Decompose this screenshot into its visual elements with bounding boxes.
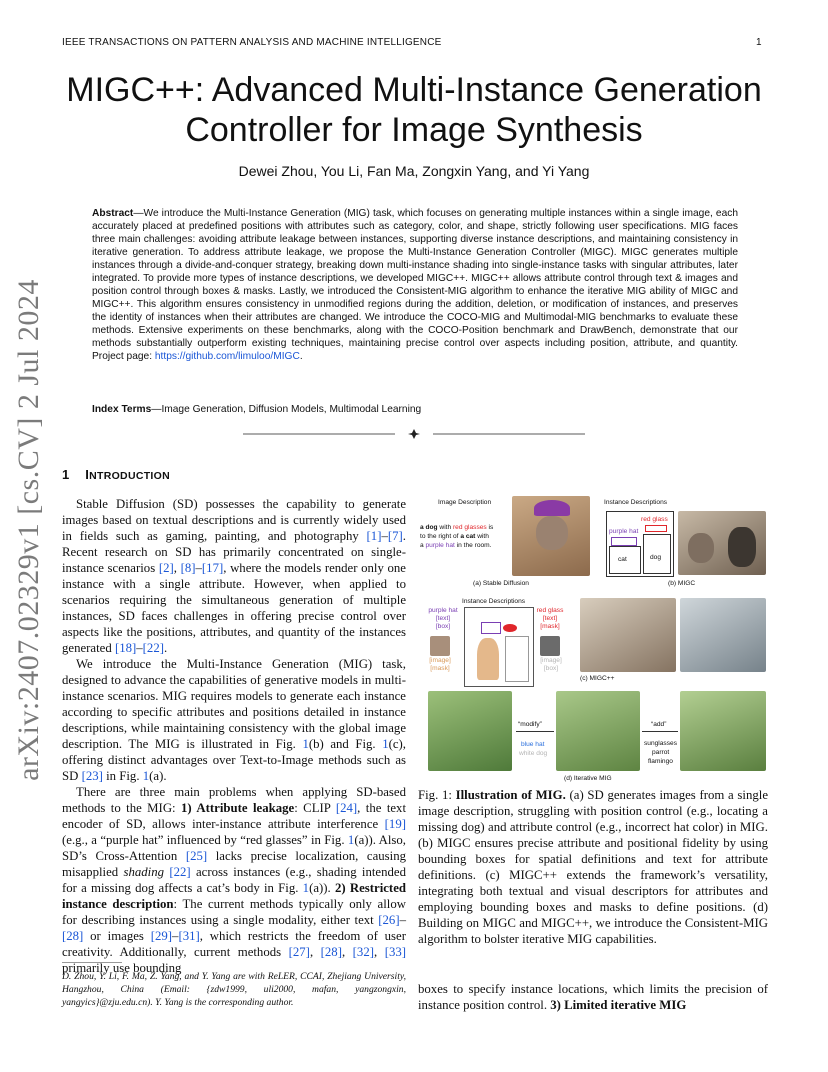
abstract-text: —We introduce the Multi-Instance Generation (MIG) task, which focuses on generating multiple instances within a single image, each accurately placed at predefined positions with attributes such as category, color, and shape, strictly following user specifications. MIG faces three main challenges: avoiding attribute leakage between instances, supporting diverse instance descriptions, and maintaining consistency in iterative generation. To address attribute leakage, we propose the Multi-Instance Generation Controller (MIGC). MIGC generates multiple instances through a divide-and-conquer strategy, breaking down multi-instance shading into single-instance tasks with singular attributes, later integrated. To provide more types of instance descriptions, we developed MIGC++. MIGC++ allows attribute control through text & images and position control through boxes & masks. Lastly, we introduced the Consistent-MIG algorithm to enhance the iterative MIG ability of MIGC and MIGC++. This algorithm ensures consistency in unmodified regions during the addition, deletion, or modification of instances, and preserves the identity of instances when their attributes are changed. We introduce the COCO-MIG and Multimodal-MIG benchmarks to evaluate these methods. Extensive experiments on these benchmarks, along with the COCO-Position benchmark and DrawBench, demonstrate that our methods substantially outperform existing techniques, maintaining precise control over aspects including position, attribute, and quantity. Project page: [92,208,738,362]
text: There are three main problems when applying SD-based methods to the MIG: [62,785,406,815]
cat-icon [536,516,568,550]
arrow-modify [516,731,554,732]
mask-red-glass-c [503,624,517,632]
caption-bold: Illustration of MIG. [455,788,566,802]
figure-1 [418,494,768,786]
citation[interactable]: [19] [384,817,406,831]
label-dog: dog [650,554,662,561]
text: We introduce the Multi-Instance Generation (MIG) task, designed to advance the capabilities of generative models in multi-instance scenarios. MIG requires models to generate each instance according to specific attributes and positions detailed in instance descriptions, while maintaining consistency with the global image description. The MIG is illustrated in Fig. [62,657,406,751]
italic-term: shading [123,865,165,879]
box-red-glass [645,525,667,532]
hat-icon [534,500,570,516]
iterative-image-3 [680,691,766,771]
text: – [136,641,143,655]
footnote: D. Zhou, Y. Li, F. Ma, Z. Yang, and Y. Yang are with ReLER, CCAI, Zhejiang University, Hangzhou, China (Email: {zdw1999, uli2000, mafan, yangzongxin, yangyics}@zju.edu.cn). Y. Yang is the corresponding author. [62,971,406,1008]
label-image-c: [image] [429,657,451,664]
prompt-red-glasses: red glasses [452,524,487,531]
text: with [437,524,453,531]
instance-descriptions-label-c: Instance Descriptions [462,598,526,605]
label-mask-c: [mask] [540,623,560,630]
text: (c), offering distinct advantages over Text-to-Image methods such as SD [62,737,406,783]
cat-icon [688,533,714,563]
sd-output-image [512,496,590,576]
box-dog-c [505,636,529,682]
text: in Fig. [102,769,143,783]
text: , which restricts the freedom of user creativity. Additionally, current methods [62,929,406,959]
label-cat: cat [618,556,627,563]
text: . Recent research on SD has primarily concentrated on single-instance scenarios [62,529,406,575]
paragraph-2 [62,656,406,784]
figure-ref[interactable]: 1 [382,737,389,751]
text: lacks precise localization, causing misapplied [62,849,406,879]
text: primarily use bounding [62,961,182,975]
iterative-image-2 [556,691,640,771]
text: , the text encoder of SD, allows inter-instance attribute interference [62,801,407,831]
title-line-1: MIGC++: Advanced Multi-Instance Generation [66,71,762,109]
image-description-label: Image Description [438,499,492,506]
citation[interactable]: [18] [114,641,137,655]
box-purple-hat-c [481,622,501,634]
box-purple-hat [611,537,637,546]
section-number: 1 [62,467,70,482]
migcpp-output-image-2 [680,598,766,672]
text: a [420,542,426,549]
citation[interactable]: [25] [185,849,208,863]
sub-caption-b: (b) MIGC [668,580,696,587]
text: – [172,929,179,943]
reference-image-dog [540,636,560,656]
figure-caption [418,787,768,947]
label-flamingo: flamingo [648,758,673,765]
label-red-glass-c: red glass [536,607,564,614]
text: boxes to specify instance locations, which limits the precision of instance position control. [418,982,768,1012]
arxiv-stamp [8,279,50,781]
arrow-add [642,731,678,732]
citation[interactable]: [22] [142,641,164,655]
bold-term: 2) Restricted instance description [62,881,406,911]
citation[interactable]: [7] [387,529,403,543]
text: . [164,641,168,655]
caption-prefix: Fig. 1: [418,788,456,802]
running-header: IEEE TRANSACTIONS ON PATTERN ANALYSIS AND MACHINE INTELLIGENCE [62,37,442,48]
label-add: “add” [651,721,667,728]
citation[interactable]: [33] [384,945,407,959]
text: with [475,533,489,540]
caption-text: (a) SD generates images from a single image description, struggling with position control (e.g., locating a missing dog) and attribute control (e.g., incorrect hat color) in MIG. (b) MIGC ensures precise attribute and positional fidelity by using bounding boxes for spatial definitions and text for attribute definitions. (c) MIGC++ extends the framework’s versatility, integrating both textual and visual descriptors for attributes and employing bounding boxes and masks to define positions. (d) Building on MIGC and MIGC++, we introduce the Consistent-MIG algorithm to bolster iterative MIG capabilities. [418,788,768,946]
sub-caption-c: (c) MIGC++ [580,675,615,682]
layout-canvas-c [464,607,534,687]
citation[interactable]: [28] [320,945,342,959]
citation[interactable]: [24] [335,801,358,815]
text: , [173,561,181,575]
label-box-c: [box] [435,623,451,630]
author-list: Dewei Zhou, You Li, Fan Ma, Zongxin Yang, and Yi Yang [238,163,590,179]
text: across instances (e.g., shading intended for a missing dog affects a cat’s body in Fig. [62,865,406,895]
text: , where the models render only one instance with a single attribute. However, when applied to scenarios requiring the simultaneous generation of multiple instances, SD faces challenges in offering precise control over aspects like the positions, attributes, and quantity of the instances generated [62,561,406,655]
text: (a)). Also, SD’s Cross-Attention [62,833,407,863]
footnote-rule [62,962,122,963]
section-title-first: I [85,467,90,482]
text: – [399,913,406,927]
text: : CLIP [294,801,336,815]
label-text-c: [text] [435,615,451,622]
label-text2-c: [text] [542,615,558,622]
section-heading [62,467,170,482]
body-right-column [418,981,768,1013]
label-white-dog: white dog [519,750,548,757]
bold-term: 3) Limited iterative MIG [550,998,687,1012]
text: – [195,561,202,575]
dog-icon [728,527,756,567]
text: , [309,945,321,959]
abstract-end: . [299,351,303,362]
figure-ref[interactable]: 1 [302,737,309,751]
index-terms-label: Index Terms [92,404,152,415]
text: to the right of [420,533,461,540]
text: , [374,945,385,959]
citation[interactable]: [8] [180,561,196,575]
label-blue-hat: blue hat [521,741,545,748]
citation[interactable]: [26] [378,913,400,927]
citation[interactable]: [2] [158,561,174,575]
text: Stable Diffusion (SD) possesses the capability to generate images based on textual descriptions and is currently widely used in fields such as gaming, painting, and photography [62,497,406,543]
label-red-glass: red glass [641,516,668,523]
prompt-line-1 [420,524,493,532]
prompt-purple-hat: purple hat [425,542,455,549]
prompt-line-2 [420,533,489,541]
figure-ref[interactable]: 1 [142,769,150,783]
text: in the room. [454,542,492,549]
label-modify: “modify” [518,721,542,728]
prompt-dog: a dog [420,524,438,531]
title-line-2: Controller for Image Synthesis [185,111,643,149]
citation[interactable]: [29] [150,929,173,943]
instance-descriptions-label: Instance Descriptions [604,499,668,506]
text: (a)). [309,881,335,895]
sub-caption-d: (d) Iterative MIG [564,775,612,782]
section-title-rest: NTRODUCTION [89,470,170,482]
citation[interactable]: [1] [366,529,382,543]
text: or images [83,929,151,943]
text: (e.g., a “purple hat” influenced by “red glasses” in Fig. [62,833,348,847]
figure-ref[interactable]: 1 [347,833,355,847]
text: : The current methods typically only allow for describing instances using a single modality, either text [62,897,406,927]
page-number: 1 [756,37,762,48]
citation[interactable]: [28] [62,929,84,943]
paragraph-1 [62,496,406,656]
label-parrot: parrot [652,749,670,756]
citation[interactable]: [17] [201,561,224,575]
project-page-link[interactable]: https://github.com/limuloo/MIGC [154,351,300,362]
layout-canvas [606,511,674,577]
label-mask2-c: [mask] [430,665,450,672]
label-sunglasses: sunglasses [644,740,677,747]
mask-cat-c [477,638,499,680]
arxiv-stamp-text: arXiv:2407.02329v1 [cs.CV] 2 Jul 2024 [12,279,45,781]
paper-title [60,70,768,150]
citation[interactable]: [23] [81,769,103,783]
label-purple-hat-c: purple hat [428,607,458,614]
citation[interactable]: [22] [169,865,191,879]
index-terms-text: —Image Generation, Diffusion Models, Multimodal Learning [151,404,422,415]
label-purple-hat: purple hat [609,528,639,535]
index-terms [92,404,738,415]
citation[interactable]: [31] [178,929,200,943]
bold-term: 1) Attribute leakage [181,801,295,815]
label-box2-c: [box] [543,665,559,672]
migcpp-output-image-1 [580,598,676,672]
iterative-image-1 [428,691,512,771]
prompt-cat: a cat [460,533,476,540]
text: , [341,945,353,959]
text: – [381,529,388,543]
text: (b) and Fig. [308,737,383,751]
prompt-line-3 [420,542,491,550]
body-left-column [62,496,406,976]
sub-caption-a: (a) Stable Diffusion [473,580,529,587]
text: (a). [149,769,167,783]
citation[interactable]: [27] [288,945,310,959]
abstract [92,207,738,363]
label-image2-c: [image] [540,657,562,664]
abstract-label: Abstract [92,208,134,219]
migc-output-image [678,511,766,575]
reference-image-cat [430,636,450,656]
figure-ref[interactable]: 1 [302,881,310,895]
paragraph-3 [62,784,406,976]
citation[interactable]: [32] [352,945,374,959]
text: is [486,524,494,531]
section-separator [243,429,585,439]
